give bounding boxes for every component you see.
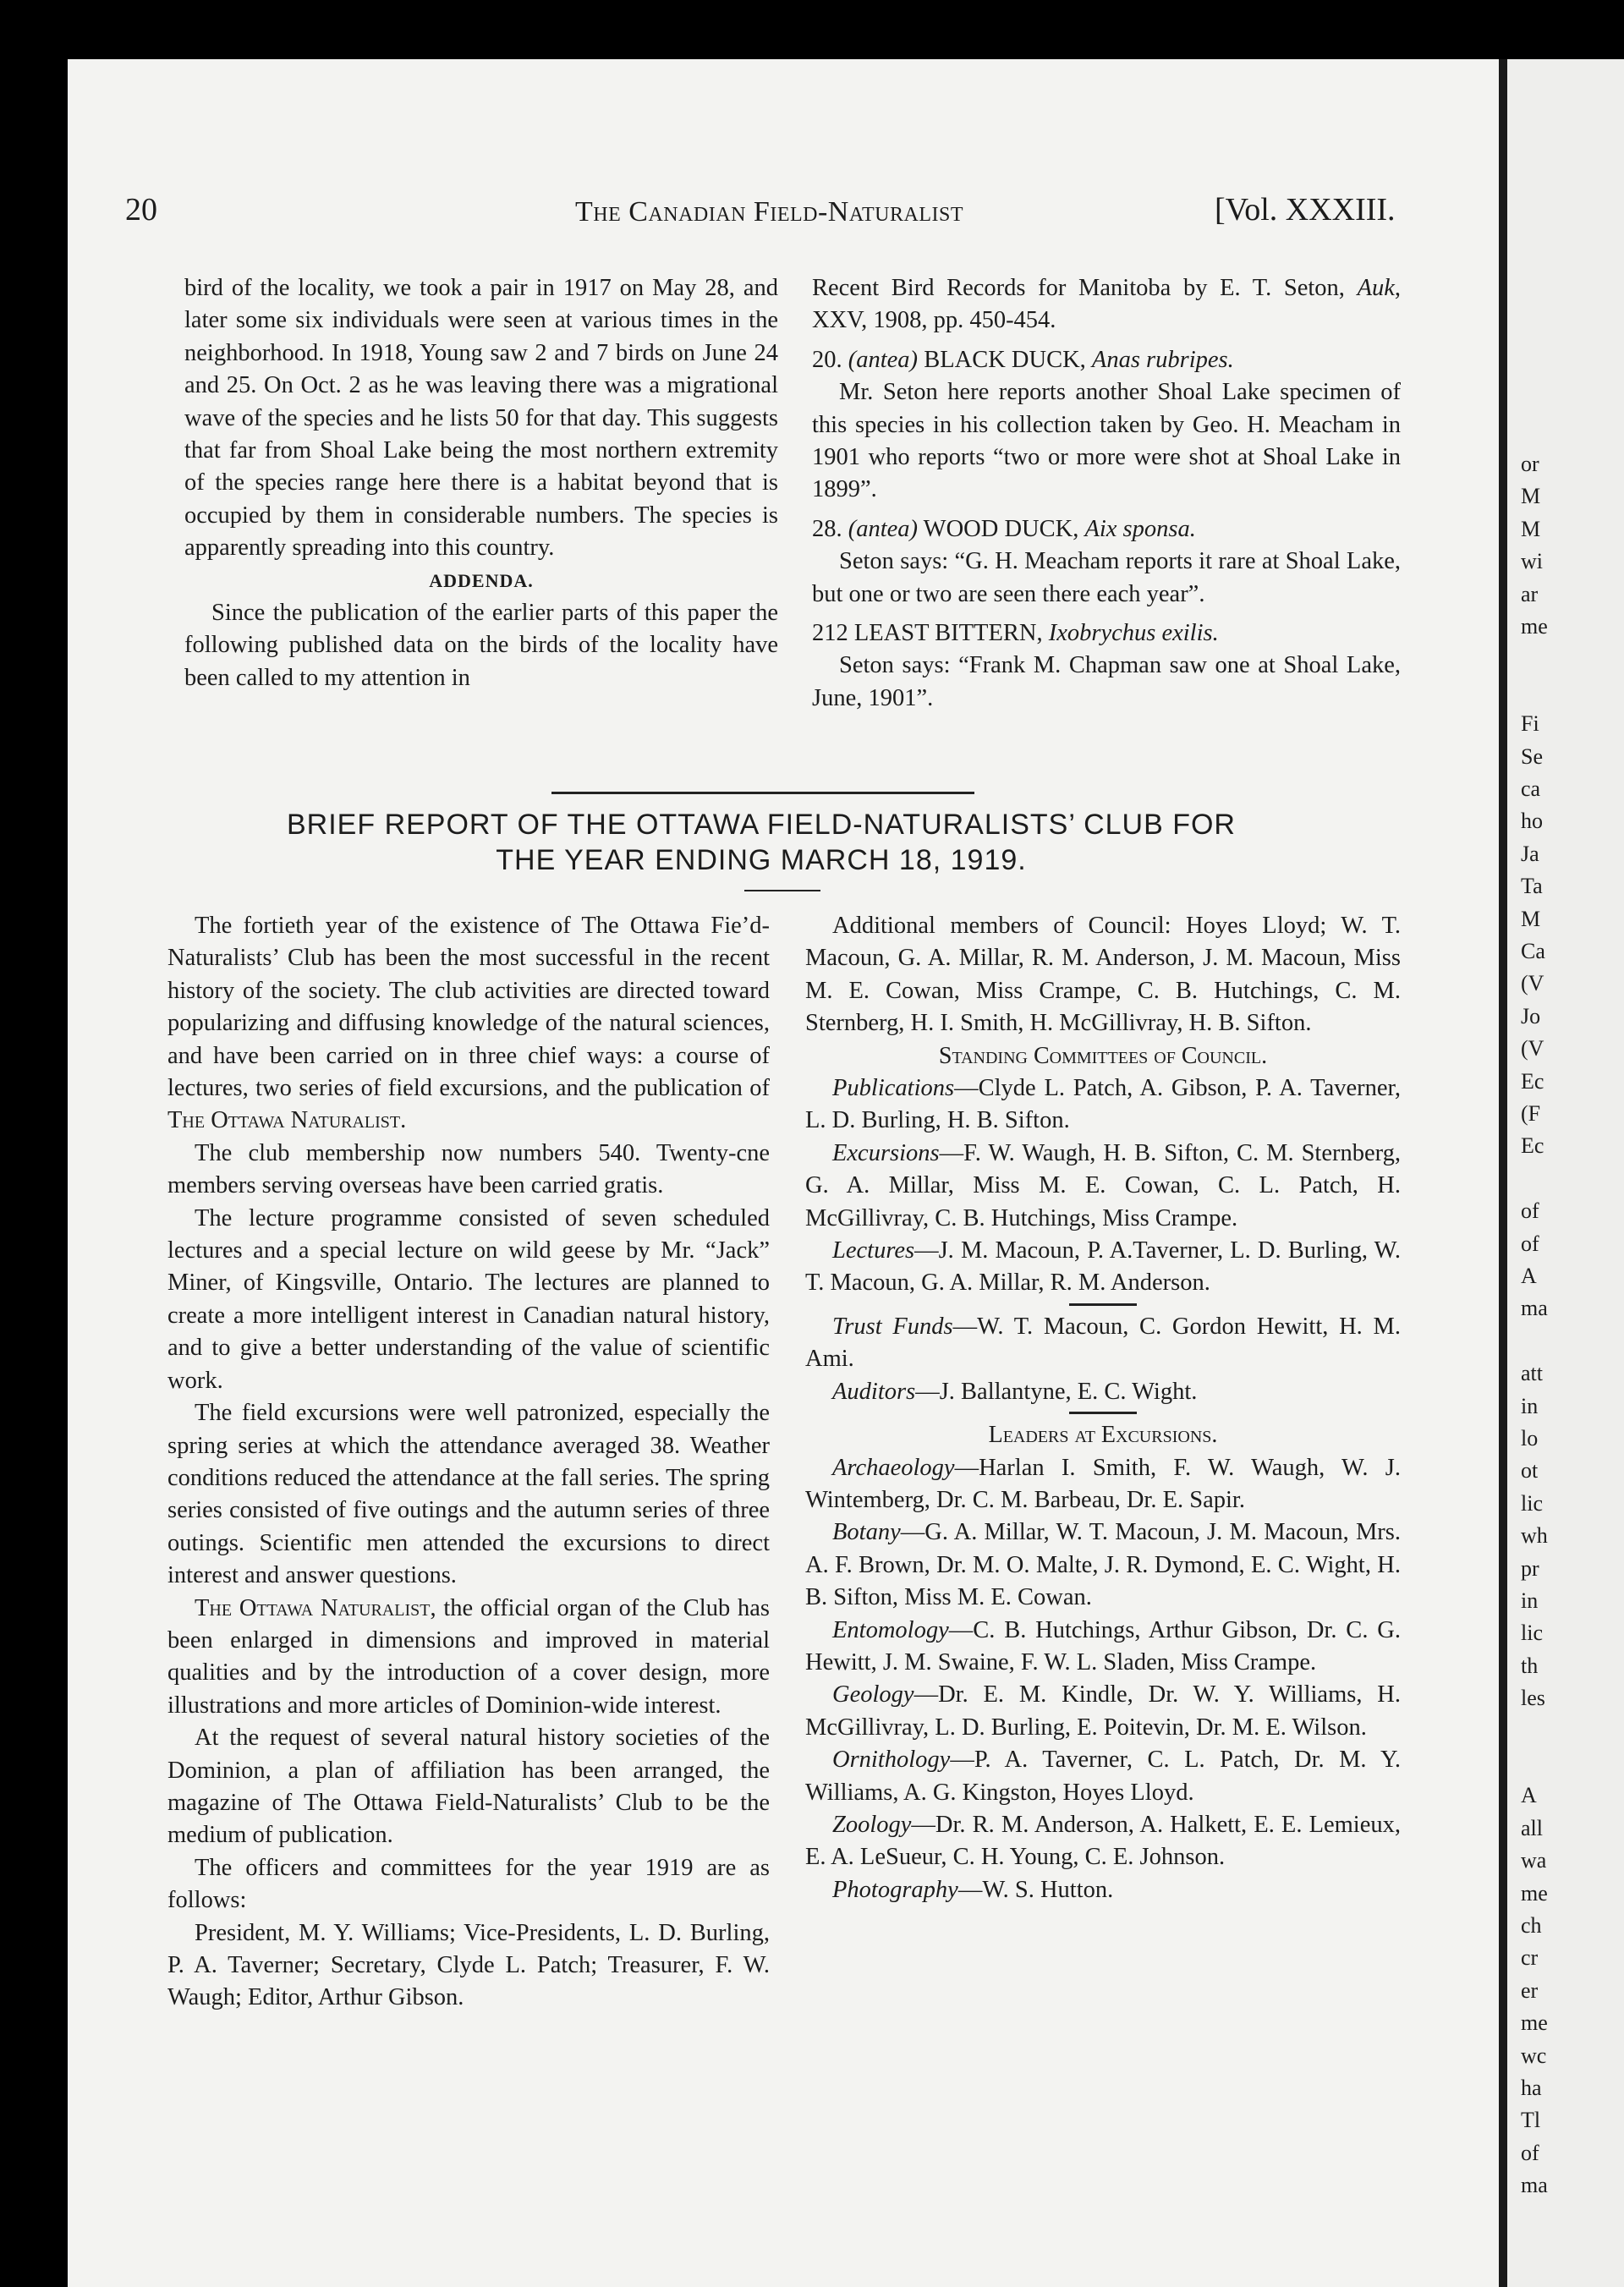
leader-entry — [805, 1615, 1401, 1680]
paragraph: The club membership now numbers 540. Twenty-cne members serving overseas have been carried gratis. — [167, 1139, 770, 1199]
species-entry-heading — [812, 344, 1401, 376]
facing-page-fragment: me — [1521, 614, 1548, 639]
subject-label: Ornithology — [832, 1747, 951, 1774]
committee-entry — [805, 1235, 1401, 1300]
facing-page-fragment: ha — [1521, 2076, 1542, 2100]
facing-page-fragment: ch — [1521, 1913, 1542, 1938]
facing-page-fragment: Ec — [1521, 1068, 1544, 1094]
bottom-right-column — [805, 910, 1401, 1906]
latin-name: Ixobrychus exilis. — [1048, 620, 1219, 647]
paragraph — [167, 910, 770, 1138]
page-number: 20 — [125, 192, 157, 228]
journal-title: The Ottawa Naturalist — [195, 1594, 431, 1621]
facing-page-fragment: pr — [1521, 1555, 1539, 1581]
leader-names: —Harlan I. Smith, F. W. Waugh, W. J. Wintemberg, Dr. C. M. Barbeau, Dr. E. Sapir. — [805, 1454, 1401, 1513]
bottom-left-column — [167, 910, 770, 2015]
section-divider — [551, 792, 974, 794]
facing-page-fragment: att — [1521, 1361, 1543, 1386]
latin-name: Aix sponsa. — [1084, 515, 1196, 542]
facing-page-fragment: ot — [1521, 1458, 1539, 1484]
text-run: , the official organ of the Club has been enlarged in dimensions and improved in material qualities and by the introduction of a cover design, more illustrations and more articles of Dominion-wide interest. — [167, 1594, 770, 1719]
facing-page-fragment: wc — [1521, 2043, 1547, 2068]
paragraph: At the request of several natural history societies of the Dominion, a plan of affiliation has been arranged, the magazine of The Ottawa Field-Naturalists’ Club to be the medium of publication. — [167, 1725, 770, 1849]
text-run: The fortieth year of the existence of The Ottawa Fieʼd-Naturalists’ Club has been the most successful in the recent history of the society. The club activities are directed toward popularizing and diffusing knowledge of the natural sciences, and have been carried on in three chief ways: a course of lectures, two series of field excursions, and the publication of — [167, 913, 770, 1102]
facing-page-fragment: wa — [1521, 1848, 1547, 1873]
facing-page-fragment: M — [1521, 516, 1541, 541]
entry-number: 20. — [812, 346, 848, 373]
volume-label: [Vol. XXXIII. — [1215, 192, 1396, 228]
paragraph: The officers and committees for the year 1919 are as follows: — [167, 1854, 770, 1914]
facing-page-fragment: (V — [1521, 1036, 1544, 1061]
facing-page-fragment: ma — [1521, 1296, 1548, 1321]
committee-members: —F. W. Waugh, H. B. Sifton, C. M. Sternberg, G. A. Millar, Miss M. E. Cowan, C. L. Patch, H. McGillivray, C. B. Hutchings, Miss Crampe. — [805, 1139, 1401, 1231]
short-divider — [1069, 1412, 1137, 1414]
facing-page-fragment: Ja — [1521, 841, 1539, 866]
facing-page-fragment: ar — [1521, 581, 1539, 606]
committee-entry — [805, 1311, 1401, 1376]
leader-entry — [805, 1809, 1401, 1874]
species-entry-heading — [812, 513, 1401, 546]
subject-label: Photography — [832, 1876, 958, 1903]
facing-page-fragment: lic — [1521, 1621, 1543, 1646]
leader-entry — [805, 1516, 1401, 1614]
paragraph — [812, 272, 1401, 337]
facing-page-fragment: Fi — [1521, 711, 1539, 737]
subject-label: Entomology — [832, 1616, 949, 1643]
facing-page-fragment: of — [1521, 1231, 1539, 1256]
leader-entry — [805, 1679, 1401, 1744]
committee-label: Lectures — [832, 1237, 915, 1264]
leader-names: —W. S. Hutton. — [957, 1876, 1114, 1903]
committee-label: Excursions — [832, 1139, 940, 1166]
facing-page-fragment: Ta — [1521, 874, 1543, 899]
short-divider — [1069, 1303, 1137, 1306]
facing-page-fragment: me — [1521, 2010, 1548, 2036]
facing-page-fragment: ca — [1521, 776, 1541, 801]
facing-page-fragment: (V — [1521, 971, 1544, 996]
top-left-column — [184, 272, 778, 694]
report-title-line: THE YEAR ENDING MARCH 18, 1919. — [496, 844, 1027, 876]
report-title-line: BRIEF REPORT OF THE OTTAWA FIELD-NATURALISTS’ CLUB FOR — [287, 809, 1236, 841]
facing-page-fragment: Tl — [1521, 2108, 1541, 2133]
facing-page-fragment: les — [1521, 1686, 1545, 1711]
leader-names: —C. B. Hutchings, Arthur Gibson, Dr. C. G. Hewitt, J. M. Swaine, F. W. L. Sladen, Miss Crampe. — [805, 1616, 1401, 1675]
committee-members: —W. T. Macoun, C. Gordon Hewitt, H. M. Ami. — [805, 1313, 1401, 1373]
facing-page-fragment: M — [1521, 906, 1541, 931]
leader-names: —P. A. Taverner, C. L. Patch, Dr. M. Y. Williams, A. G. Kingston, Hoyes Lloyd. — [805, 1747, 1401, 1806]
paragraph: Seton says: “Frank M. Chapman saw one at Shoal Lake, June, 1901”. — [812, 652, 1401, 711]
facing-page-fragment: of — [1521, 2140, 1539, 2165]
paragraph: Seton says: “G. H. Meacham reports it rare at Shoal Lake, but one or two are seen there each year”. — [812, 548, 1401, 607]
facing-page-fragment: wh — [1521, 1523, 1548, 1549]
facing-page-fragment: of — [1521, 1198, 1539, 1224]
top-right-column — [812, 272, 1401, 715]
facing-page-fragment: M — [1521, 484, 1541, 509]
leaders-heading: Leaders at Excursions. — [988, 1422, 1218, 1449]
subject-label: Geology — [832, 1681, 914, 1708]
facing-page-fragment: Ca — [1521, 939, 1545, 963]
facing-page-fragment: wi — [1521, 549, 1543, 574]
journal-title: The Ottawa Naturalist — [167, 1107, 401, 1134]
antea-note: (antea) — [848, 515, 919, 542]
facing-page-edge — [1507, 59, 1624, 2287]
facing-page-fragment: lic — [1521, 1490, 1543, 1516]
committee-members: —Clyde L. Patch, A. Gibson, P. A. Taverner, L. D. Burling, H. B. Sifton. — [805, 1075, 1401, 1134]
subject-label: Archaeology — [832, 1454, 955, 1481]
report-title — [152, 807, 1370, 878]
facing-page-fragment: A — [1521, 1264, 1537, 1288]
leader-entry — [805, 1874, 1401, 1906]
standing-committees-heading: Standing Committees of Council. — [938, 1042, 1268, 1069]
facing-page-fragment: lo — [1521, 1426, 1539, 1451]
paragraph: The field excursions were well patronized, especially the spring series at which the attendance averaged 38. Weather conditions reduced the attendance at the fall series. The spring series consisted of five outings and the autumn series of three outings. Scientific men attended the excursions to direct interest and answer questions. — [167, 1400, 770, 1589]
latin-name: Anas rubripes. — [1091, 346, 1234, 373]
committee-entry — [805, 1376, 1401, 1408]
addenda-heading: ADDENDA. — [429, 569, 534, 591]
antea-note: (antea) — [848, 346, 919, 373]
facing-page-fragment: in — [1521, 1393, 1539, 1418]
committee-members: —J. M. Macoun, P. A.Taverner, L. D. Burling, W. T. Macoun, G. A. Millar, R. M. Anderson. — [805, 1237, 1401, 1297]
facing-page-fragment: (F — [1521, 1101, 1541, 1126]
facing-page-fragment: th — [1521, 1653, 1539, 1678]
facing-page-fragment: in — [1521, 1588, 1539, 1613]
committee-entry — [805, 1138, 1401, 1235]
facing-page-fragment: ma — [1521, 2173, 1548, 2198]
leader-names: —Dr. E. M. Kindle, Dr. W. Y. Williams, H. McGillivray, L. D. Burling, E. Poitevin, Dr. M. E. Wilson. — [805, 1681, 1401, 1741]
entry-number: 212 — [812, 620, 854, 647]
facing-page-fragment: Ec — [1521, 1133, 1544, 1159]
journal-title: Auk — [1357, 275, 1395, 301]
committee-label: Publications — [832, 1075, 955, 1102]
common-name: WOOD DUCK, — [918, 515, 1085, 542]
paragraph: Since the publication of the earlier parts of this paper the following published data on the birds of the locality have been called to my attention in — [184, 600, 778, 691]
leader-names: —G. A. Millar, W. T. Macoun, J. M. Macoun, Mrs. A. F. Brown, Dr. M. O. Malte, J. R. Dymond, E. C. Wight, H. B. Sifton, Miss M. E. Cowan. — [805, 1519, 1401, 1611]
text-run: . — [400, 1107, 407, 1134]
leader-names: —Dr. R. M. Anderson, A. Halkett, E. E. Lemieux, E. A. LeSueur, C. H. Young, C. E. Johnson. — [805, 1811, 1401, 1871]
text-run: Recent Bird Records for Manitoba by E. T. Seton, — [812, 275, 1358, 301]
paragraph: The lecture programme consisted of seven scheduled lectures and a special lecture on wild geese by Mr. “Jack” Miner, of Kingsville, Ontario. The lectures are planned to create a more intelligent interest in Canadian natural history, and to give a better understanding of the value of scientific work. — [167, 1204, 770, 1394]
subject-label: Zoology — [832, 1811, 912, 1838]
facing-page-fragment: er — [1521, 1977, 1539, 2003]
paragraph: President, M. Y. Williams; Vice-Presidents, L. D. Burling, P. A. Taverner; Secretary, Clyde L. Patch; Treasurer, F. W. Waugh; Editor, Arthur Gibson. — [167, 1919, 770, 2011]
facing-page-fragment: A — [1521, 1783, 1537, 1808]
facing-page-fragment: ho — [1521, 809, 1543, 834]
species-entry-heading — [812, 617, 1401, 650]
committee-entry — [805, 1072, 1401, 1138]
council-paragraph: Additional members of Council: Hoyes Lloyd; W. T. Macoun, G. A. Millar, R. M. Anderson, J. M. Macoun, Miss M. E. Cowan, Miss Crampe, C. B. Hutchings, C. M. Sternberg, H. I. Smith, H. McGillivray, H. B. Sifton. — [805, 913, 1401, 1037]
paragraph — [167, 1593, 770, 1723]
facing-page-fragment: Se — [1521, 743, 1543, 769]
title-divider — [744, 890, 820, 891]
committee-label: Trust Funds — [832, 1313, 953, 1340]
text-run: , XXV, 1908, pp. 450-454. — [812, 275, 1401, 334]
committee-label: Auditors — [832, 1378, 916, 1405]
paragraph: Mr. Seton here reports another Shoal Lake specimen of this species in his collection taken by Geo. H. Meacham in 1901 who reports “two or more were shot at Shoal Lake in 1899”. — [812, 379, 1401, 503]
paragraph: bird of the locality, we took a pair in 1917 on May 28, and later some six individuals were seen at various times in the neighborhood. In 1918, Young saw 2 and 7 birds on June 24 and 25. On Oct. 2 as he was leaving there was a migrational wave of the species and he lists 50 for that day. This suggests that far from Shoal Lake being the most northern extremity of the species range here there is a habitat beyond that is occupied by them in considerable numbers. The species is apparently spreading into this country. — [184, 275, 778, 562]
facing-page-fragment: cr — [1521, 1945, 1539, 1971]
facing-page-fragment: me — [1521, 1880, 1548, 1906]
committee-members: —J. Ballantyne, E. C. Wight. — [915, 1378, 1198, 1405]
facing-page-fragment: all — [1521, 1815, 1543, 1840]
facing-page-fragment: Jo — [1521, 1003, 1541, 1028]
leader-entry — [805, 1452, 1401, 1517]
common-name: LEAST BITTERN, — [853, 620, 1049, 647]
subject-label: Botany — [832, 1519, 901, 1546]
entry-number: 28. — [812, 515, 848, 542]
facing-page-fragment: or — [1521, 452, 1539, 476]
leader-entry — [805, 1744, 1401, 1809]
running-head: The Canadian Field-Naturalist — [575, 196, 964, 228]
common-name: BLACK DUCK, — [918, 346, 1092, 373]
